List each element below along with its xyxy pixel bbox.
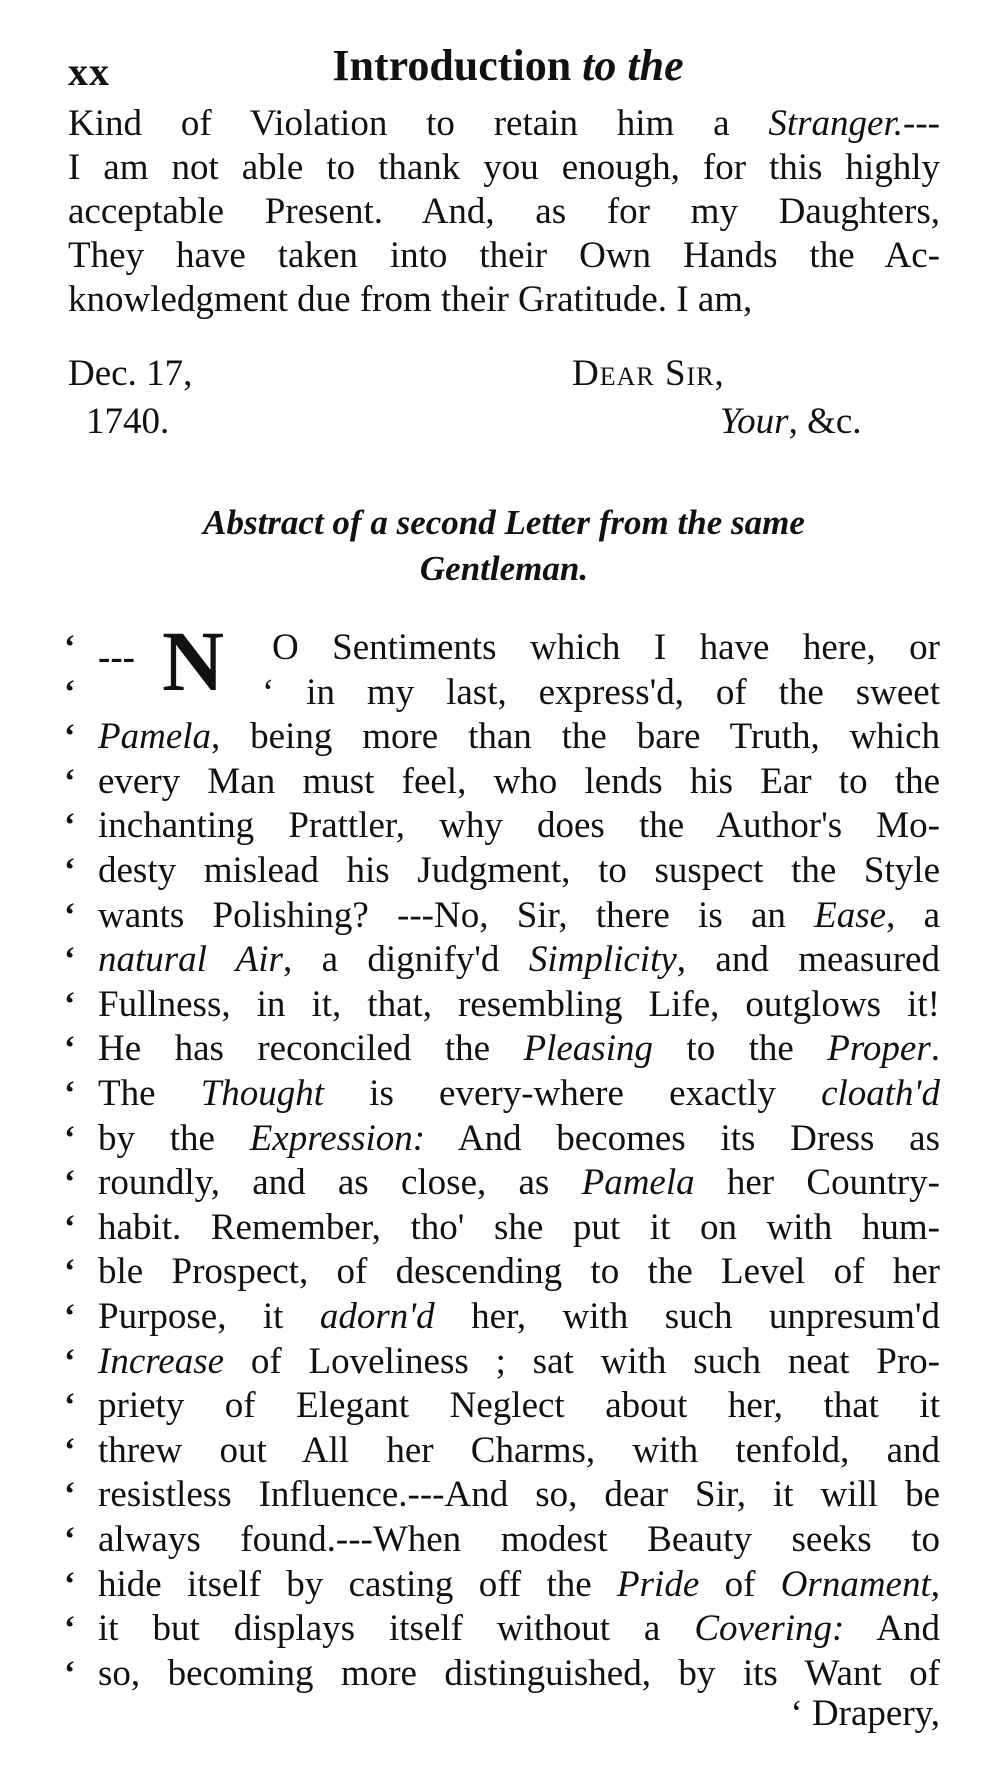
- italic-text: Ornament: [780, 1564, 931, 1605]
- text-line: Increase of Loveliness ; sat with such neat Pro-: [98, 1341, 940, 1382]
- quote-mark: ‘: [64, 629, 76, 666]
- quote-mark: ‘: [64, 718, 76, 755]
- text-line: I am not able to thank you enough, for this highly: [68, 147, 940, 188]
- italic-text: Simplicity: [528, 939, 677, 980]
- text-line: always found.---When modest Beauty seeks to: [98, 1519, 940, 1560]
- italic-text: Stranger.: [768, 103, 904, 144]
- catchword: ‘ Drapery,: [790, 1693, 940, 1734]
- quote-mark: ‘: [64, 1432, 76, 1469]
- italic-text: Expression:: [249, 1118, 426, 1159]
- text-line: inchanting Prattler, why does the Author's Mo-: [98, 805, 940, 846]
- italic-text: natural Air: [98, 939, 283, 980]
- text-line: resistless Influence.---And so, dear Sir, it will be: [98, 1474, 940, 1515]
- dropcap-dashes: ---: [98, 637, 135, 678]
- text-line: desty mislead his Judgment, to suspect the Style: [98, 850, 940, 891]
- text-line: Pamela, being more than the bare Truth, which: [98, 716, 940, 757]
- quote-mark: ‘: [64, 941, 76, 978]
- italic-text: Thought: [200, 1073, 325, 1114]
- italic-text: Proper: [827, 1028, 931, 1069]
- running-title-tail: to the: [582, 41, 684, 90]
- abstract-heading-line2: Gentleman.: [419, 549, 589, 588]
- text-line: O Sentiments which I have here, or: [272, 627, 940, 668]
- text-line: wants Polishing? ---No, Sir, there is an Ease, a: [98, 895, 940, 936]
- text-line: priety of Elegant Neglect about her, that it: [98, 1385, 940, 1426]
- page-number: xx: [68, 49, 110, 94]
- quote-mark: ‘: [64, 1655, 76, 1692]
- italic-text: Ease: [814, 895, 887, 936]
- quote-mark: ‘: [64, 897, 76, 934]
- text-line: acceptable Present. And, as for my Daughters,: [68, 191, 940, 232]
- text-line: The Thought is every-where exactly cloath'd: [98, 1073, 940, 1114]
- quote-mark: ‘: [64, 674, 76, 711]
- quote-mark: ‘: [64, 763, 76, 800]
- text-line: so, becoming more distinguished, by its Want of: [98, 1653, 940, 1694]
- text-line: by the Expression: And becomes its Dress as: [98, 1118, 940, 1159]
- text-line: habit. Remember, tho' she put it on with hum-: [98, 1207, 940, 1248]
- italic-text: Pleasing: [523, 1028, 653, 1069]
- running-title: [68, 40, 948, 91]
- italic-text: Increase: [98, 1341, 225, 1382]
- running-header: [68, 40, 948, 100]
- text-line: roundly, and as close, as Pamela her Country-: [98, 1162, 940, 1203]
- quote-mark: ‘: [64, 1120, 76, 1157]
- closing: Your, &c.: [720, 401, 862, 442]
- letter-date-day: Dec. 17,: [68, 353, 193, 394]
- quote-mark: ‘: [64, 807, 76, 844]
- quote-mark: ‘: [64, 1209, 76, 1246]
- quote-mark: ‘: [64, 1387, 76, 1424]
- quote-mark: ‘: [64, 1298, 76, 1335]
- quote-mark: ‘: [64, 1075, 76, 1112]
- letter-date-year: 1740.: [86, 401, 170, 442]
- running-title-main: Introduction: [332, 41, 572, 90]
- quote-mark: ‘: [64, 852, 76, 889]
- salutation: Dear Sir,: [572, 353, 725, 394]
- abstract-heading-line1: Abstract of a second Letter from the same: [203, 503, 805, 542]
- italic-text: Covering:: [694, 1608, 845, 1649]
- quote-mark: ‘: [64, 986, 76, 1023]
- quote-mark: ‘: [64, 1566, 76, 1603]
- quote-mark: ‘: [64, 1476, 76, 1513]
- quote-mark: ‘: [64, 1030, 76, 1067]
- text-line: Fullness, in it, that, resembling Life, outglows it!: [98, 984, 940, 1025]
- text-line: knowledgment due from their Gratitude. I am,: [68, 279, 753, 320]
- text-line: every Man must feel, who lends his Ear to the: [98, 761, 940, 802]
- dropcap-letter: N: [162, 613, 225, 709]
- text-line: it but displays itself without a Covering: And: [98, 1608, 940, 1649]
- text-line: They have taken into their Own Hands the Ac-: [68, 235, 940, 276]
- text-line: Purpose, it adorn'd her, with such unpresum'd: [98, 1296, 941, 1337]
- quote-mark: ‘: [64, 1610, 76, 1647]
- italic-text: adorn'd: [319, 1296, 435, 1337]
- italic-text: cloath'd: [821, 1073, 940, 1114]
- quote-mark: ‘: [64, 1164, 76, 1201]
- italic-text: Pamela: [98, 716, 212, 757]
- italic-text: Pride: [617, 1564, 700, 1605]
- quote-mark: ‘: [64, 1343, 76, 1380]
- text-line: ble Prospect, of descending to the Level of her: [98, 1251, 940, 1292]
- quote-mark: ‘: [64, 1521, 76, 1558]
- text-line: Kind of Violation to retain him a Stranger.---: [68, 103, 940, 144]
- text-line: He has reconciled the Pleasing to the Proper.: [98, 1028, 940, 1069]
- text-line: natural Air, a dignify'd Simplicity, and measured: [98, 939, 940, 980]
- italic-text: Pamela: [581, 1162, 695, 1203]
- quote-mark: ‘: [64, 1253, 76, 1290]
- text-line: threw out All her Charms, with tenfold, and: [98, 1430, 940, 1471]
- text-line: ‘ in my last, express'd, of the sweet: [262, 672, 940, 713]
- text-line: hide itself by casting off the Pride of Ornament,: [98, 1564, 940, 1605]
